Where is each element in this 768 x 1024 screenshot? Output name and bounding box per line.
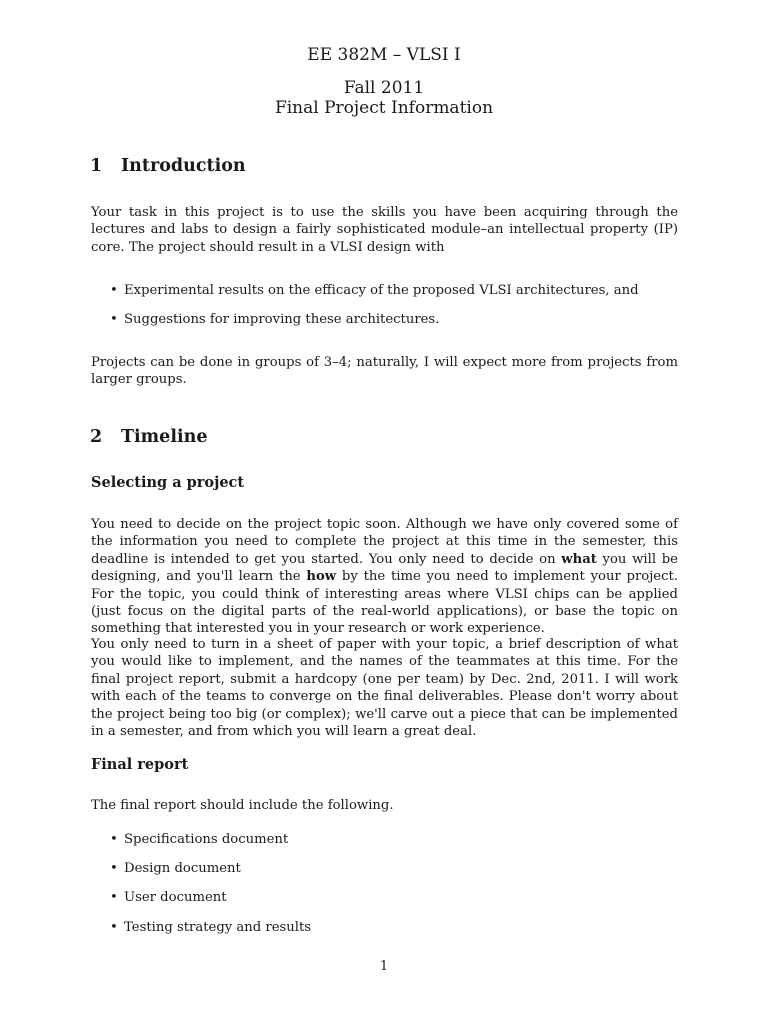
- intro-paragraph: Your task in this project is to use the skills you have been acquiring through the lectures and labs to design a fairly sophisticated module–an intellectual property (IP) core. The project should result in a VLSI design with: [91, 205, 678, 255]
- list-item: • Specifications document: [112, 831, 678, 848]
- list-item: • User document: [112, 889, 678, 906]
- selecting-paragraph-1: You need to decide on the project topic soon. Although we have only covered some of the information you need to complete the project at this time in the semester, this deadline is intended to get you started. You only need to decide on what you will be designing, and you'll learn the how by the time you need to implement your project. For the topic, you could think of interesting areas where VLSI chips can be applied (just focus on the digital parts of the real-world applications), or base the topic on something that interested you in your research or work experience.: [91, 517, 678, 637]
- groups-paragraph: Projects can be done in groups of 3–4; naturally, I will expect more from projects from larger groups.: [91, 355, 678, 388]
- list-item: • Design document: [112, 860, 678, 877]
- term-label: Fall 2011: [343, 78, 425, 98]
- section-title: Timeline: [121, 427, 208, 447]
- subsection-heading-final-report: Final report: [91, 756, 189, 773]
- list-item: • Suggestions for improving these architectures.: [112, 311, 678, 328]
- section-heading-introduction: [90, 155, 246, 177]
- list-item: • Testing strategy and results: [112, 919, 678, 936]
- document-title: Final Project Information: [274, 98, 494, 118]
- subsection-heading-selecting: Selecting a project: [91, 474, 245, 491]
- section-number: 1: [90, 156, 103, 176]
- section-heading-timeline: [90, 426, 207, 448]
- list-item: • Experimental results on the efficacy of the proposed VLSI architectures, and: [112, 282, 678, 299]
- section-title: Introduction: [121, 156, 246, 176]
- selecting-paragraph-2: You only need to turn in a sheet of paper with your topic, a brief description of what you would like to implement, and the names of the teammates at this time. For the final project report, submit a hardcopy (one per team) by Dec. 2nd, 2011. I will work with each of the teams to converge on the final deliverables. Please don't worry about the project being too big (or complex); we'll carve out a piece that can be implemented in a semester, and from which you will learn a great deal.: [91, 637, 678, 740]
- section-number: 2: [90, 427, 103, 447]
- final-report-intro: The final report should include the following.: [91, 798, 394, 813]
- page-number: 1: [379, 959, 389, 974]
- course-title: EE 382M – VLSI I: [307, 45, 461, 65]
